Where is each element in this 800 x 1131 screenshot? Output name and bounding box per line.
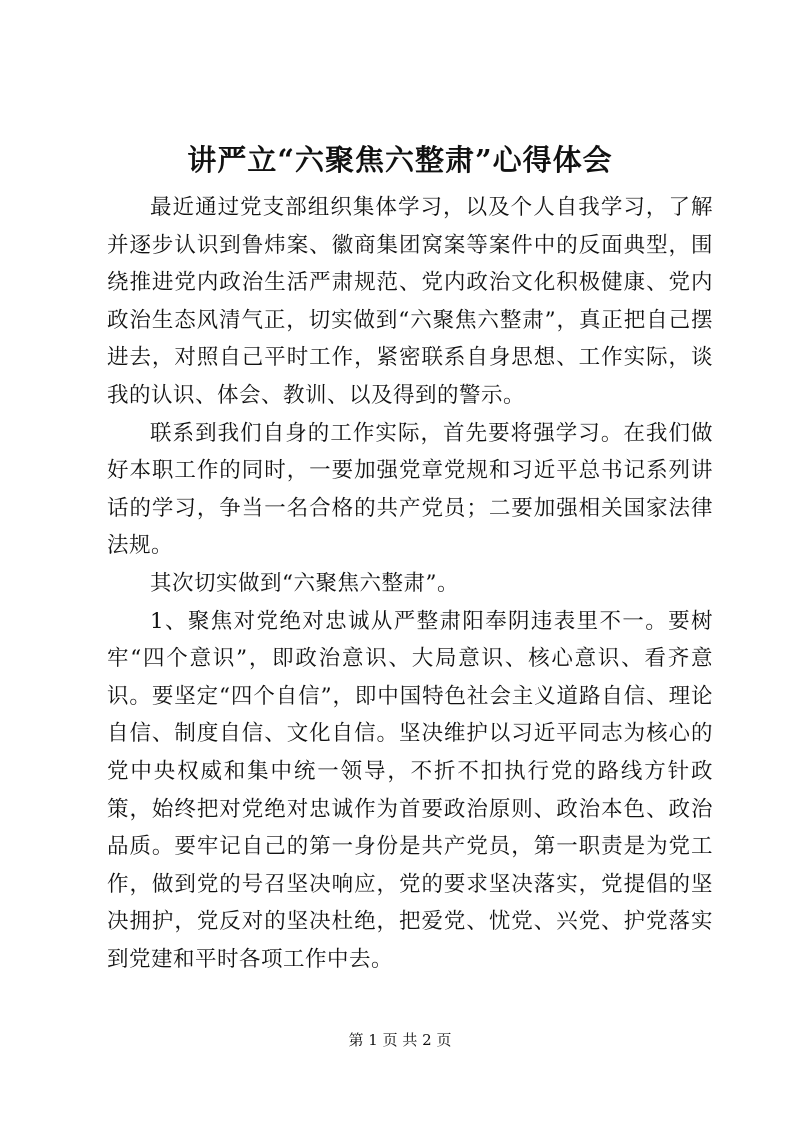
document-title: 讲严立“六聚焦六整肃”心得体会 xyxy=(187,143,613,177)
paragraph-intro: 最近通过党支部组织集体学习，以及个人自我学习，了解并逐步认识到鲁炜案、徽商集团窝案等案件中的反面典型，围绕推进党内政治生活严肃规范、党内政治文化积极健康、党内政治生态风清气正，切实做到“六聚焦六整肃”，真正把自己摆进去，对照自己平时工作，紧密联系自身思想、工作实际，谈我的认识、体会、教训、以及得到的警示。 xyxy=(107,195,713,408)
paragraph-point-1: 1、聚焦对党绝对忠诚从严整肃阳奉阴违表里不一。要树牢“四个意识”，即政治意识、大局意识、核心意识、看齐意识。要坚定“四个自信”，即中国特色社会主义道路自信、理论自信、制度自信、文化自信。坚决维护以习近平同志为核心的党中央权威和集中统一领导，不折不扣执行党的路线方针政策，始终把对党绝对忠诚作为首要政治原则、政治本色、政治品质。要牢记自己的第一身份是共产党员，第一职责是为党工作，做到党的号召坚决响应，党的要求坚决落实，党提倡的坚决拥护，党反对的坚决杜绝，把爱党、忧党、兴党、护党落实到党建和平时各项工作中去。 xyxy=(107,608,713,972)
paragraph-six-focus-intro: 其次切实做到“六聚焦六整肃”。 xyxy=(150,570,459,596)
document-body xyxy=(107,189,713,978)
paragraph-study: 联系到我们自身的工作实际，首先要将强学习。在我们做好本职工作的同时，一要加强党章党规和习近平总书记系列讲话的学习，争当一名合格的共产党员；二要加强相关国家法律法规。 xyxy=(107,420,713,559)
page-number-footer: 第 1 页 共 2 页 xyxy=(348,1031,452,1049)
